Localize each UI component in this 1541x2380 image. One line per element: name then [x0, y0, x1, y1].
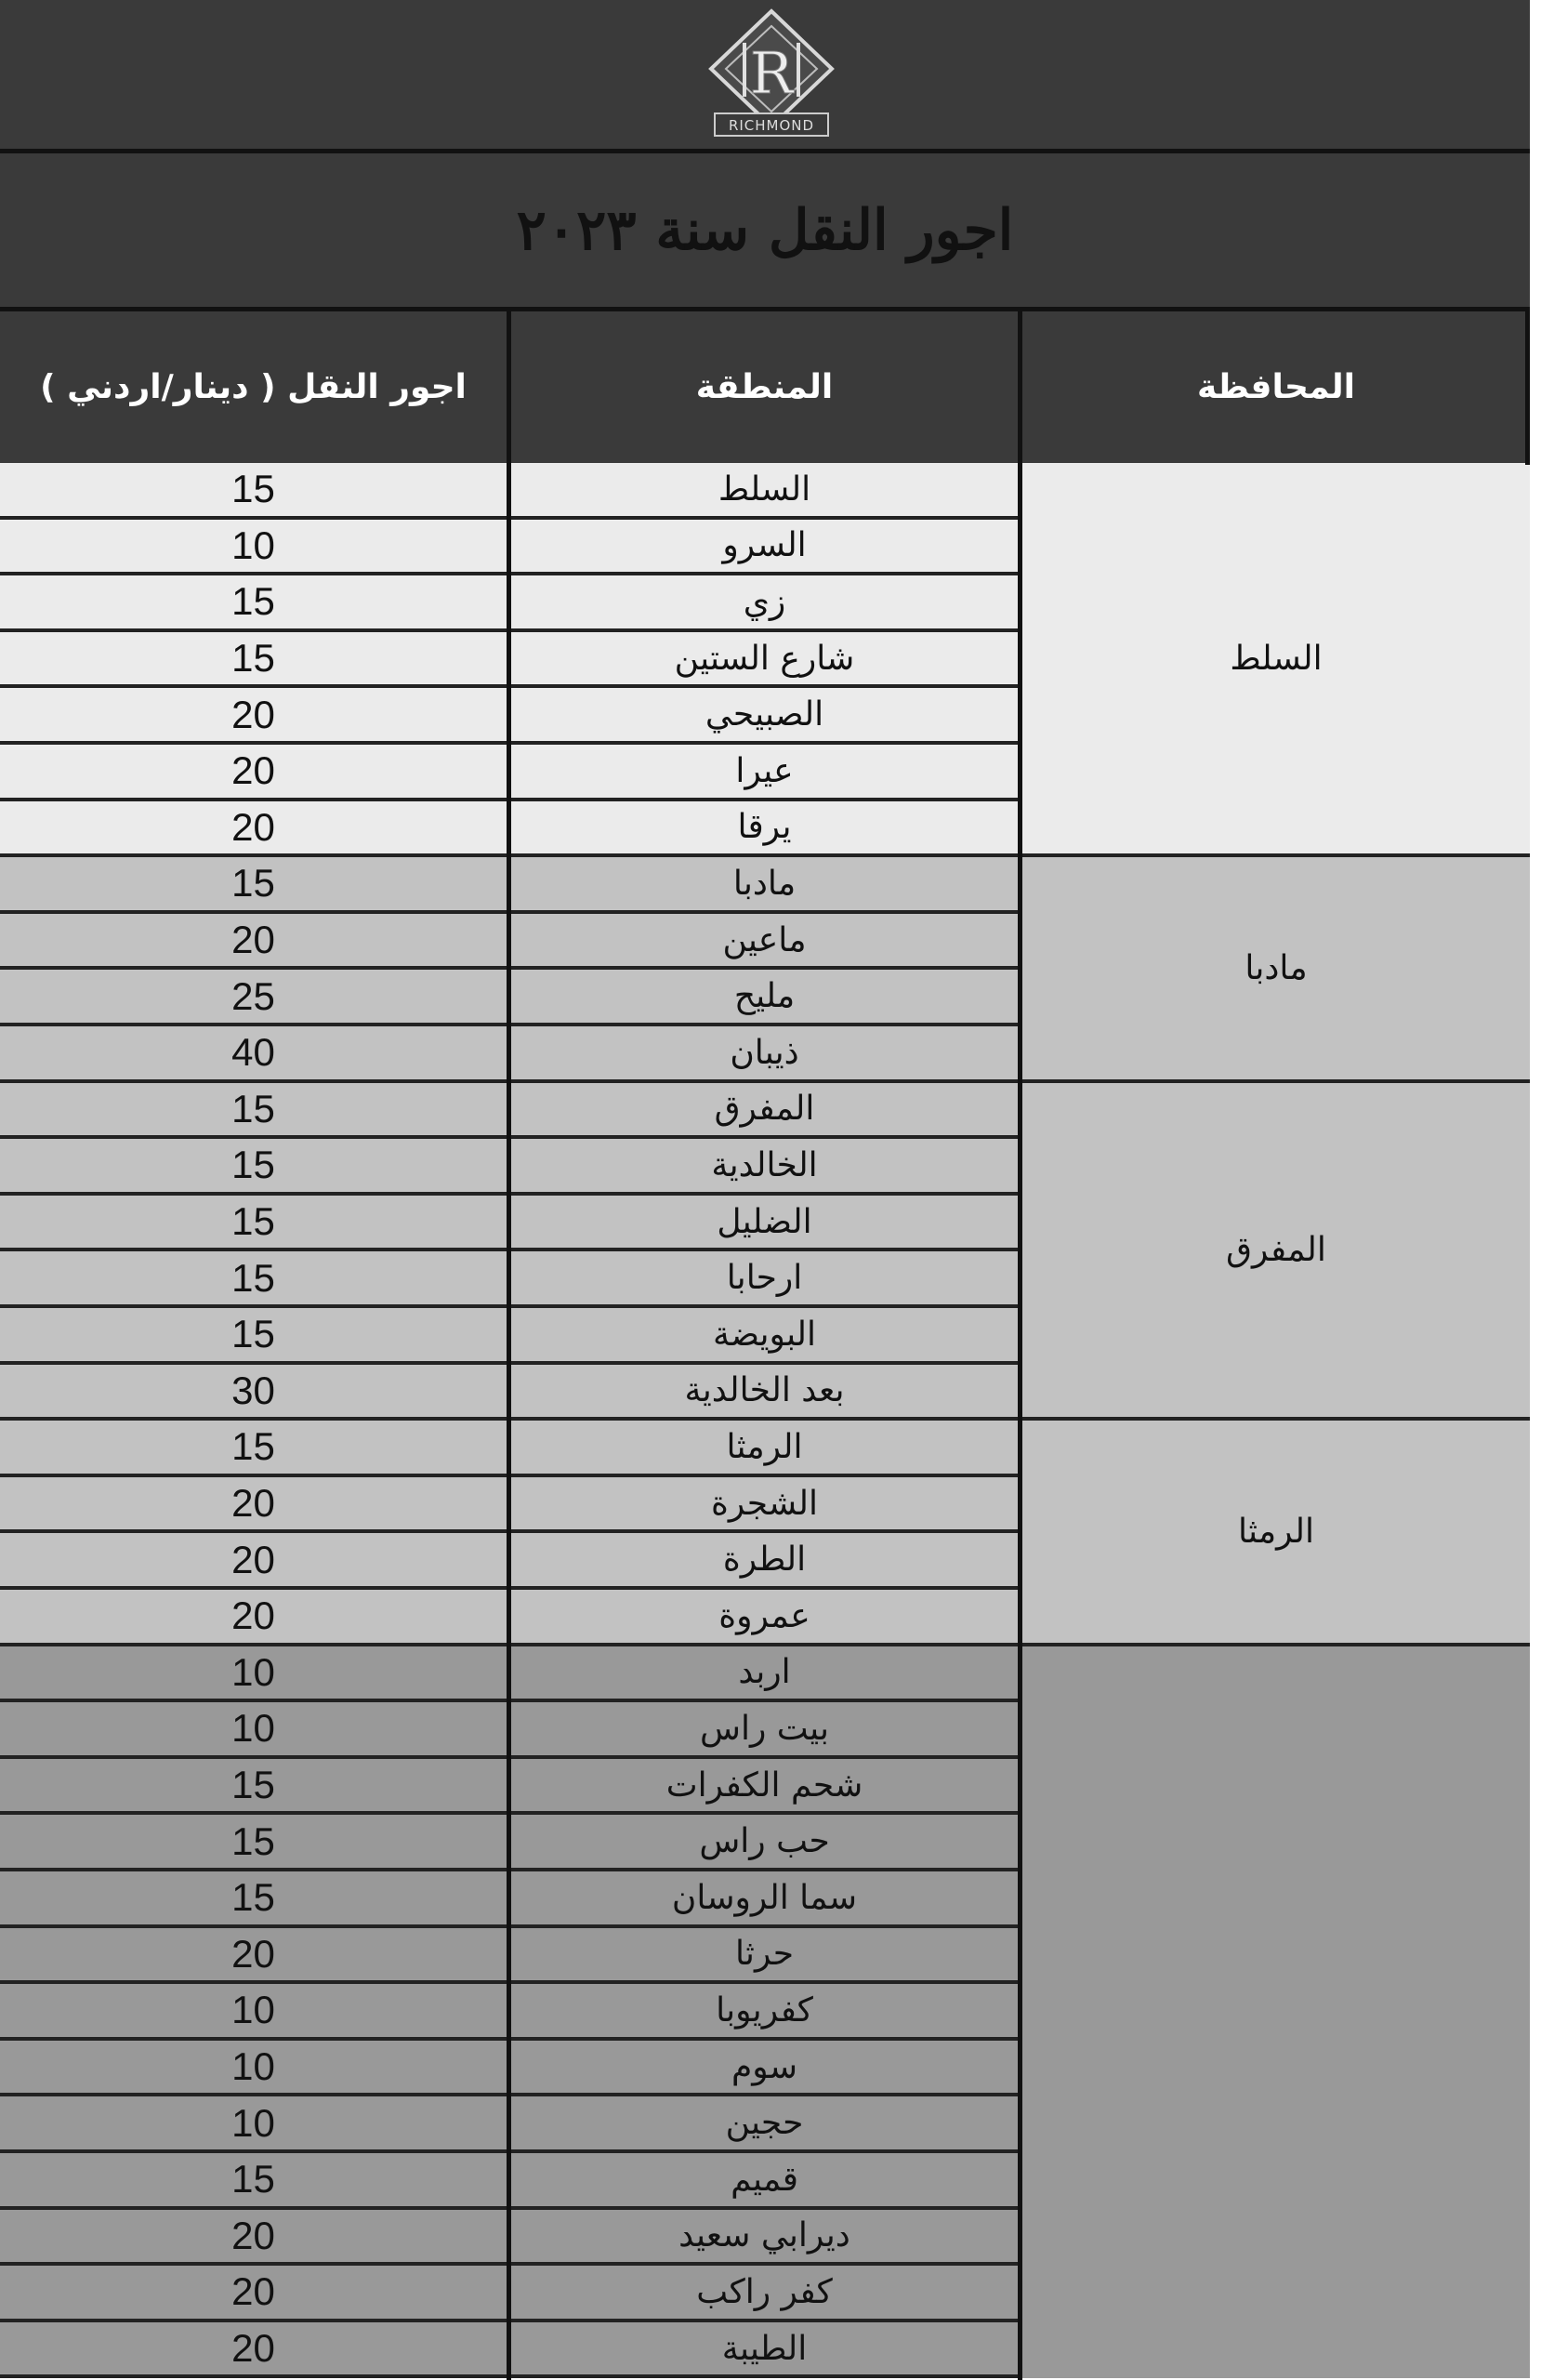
governorate-cell: [1022, 1646, 1530, 2379]
table-row: [0, 1928, 1022, 1985]
fee-cell: 20: [231, 2213, 275, 2257]
area-cell: سما الروسان: [671, 1878, 858, 1917]
area-cell: ماعين: [722, 920, 807, 959]
fee-cell: 20: [231, 918, 275, 962]
table-row: [0, 1984, 1022, 2041]
column-header-fee: اجور النقل ( دينار/اردني ): [40, 368, 467, 406]
fee-cell: 15: [231, 1424, 275, 1469]
logo-brand: RICHMOND: [728, 117, 815, 134]
table-row: [0, 2322, 1022, 2379]
table-row: [0, 520, 1022, 576]
fee-cell: 10: [231, 522, 275, 567]
fee-cell: 15: [231, 1086, 275, 1130]
fee-cell: 20: [231, 2269, 275, 2314]
area-cell: حرثا: [734, 1935, 795, 1974]
governorate-cell: الرمثا: [1022, 1421, 1530, 1646]
table-row: [0, 632, 1022, 689]
table-row: [0, 463, 1022, 520]
title-band: [0, 153, 1530, 311]
table-row: [0, 801, 1022, 858]
area-cell: المفرق: [714, 1090, 815, 1129]
column-header-governorate: المحافظة: [1197, 368, 1355, 406]
fee-cell: 40: [231, 1030, 275, 1075]
table-row: [0, 1365, 1022, 1421]
area-cell: الشجرة: [710, 1484, 819, 1523]
fee-cell: 10: [231, 1988, 275, 2032]
table-row: [0, 575, 1022, 632]
area-cell: حب راس: [699, 1822, 830, 1861]
fee-cell: 15: [231, 579, 275, 624]
table-row: [0, 857, 1022, 914]
table-row: [0, 1759, 1022, 1816]
table-row: [0, 1815, 1022, 1871]
area-cell: بعد الخالدية: [684, 1371, 845, 1410]
fee-cell: 10: [231, 1649, 275, 1694]
table-row: [0, 1533, 1022, 1590]
fee-cell: 20: [231, 692, 275, 736]
table-row: [0, 1477, 1022, 1534]
fee-cell: 15: [231, 1763, 275, 1807]
area-cell: اربد: [738, 1653, 791, 1692]
fee-cell: 15: [231, 2157, 275, 2202]
area-cell: البويضة: [713, 1315, 816, 1354]
area-cell: مادبا: [732, 864, 797, 903]
area-cell: سوم: [731, 2047, 798, 2086]
area-cell: ارحابا: [726, 1259, 803, 1298]
area-cell: ذيبان: [730, 1033, 799, 1072]
fee-cell: 15: [231, 861, 275, 906]
fee-cell: 20: [231, 1931, 275, 1976]
table-row: [0, 2210, 1022, 2267]
fee-cell: 15: [231, 467, 275, 511]
area-cell: الصبيحي: [705, 695, 824, 734]
table-row: [0, 1702, 1022, 1759]
fee-cell: 20: [231, 748, 275, 793]
logo-monogram: R: [749, 39, 794, 107]
area-cell: يرقا: [737, 808, 792, 847]
fee-cell: 20: [231, 804, 275, 849]
table-row: [0, 1196, 1022, 1252]
table-row: [0, 2041, 1022, 2097]
area-cell: الخالدية: [711, 1145, 818, 1184]
table-row: [0, 970, 1022, 1026]
fee-cell: 15: [231, 636, 275, 681]
column-divider: [507, 311, 511, 2380]
area-cell: السلط: [718, 469, 811, 509]
table-row: [0, 914, 1022, 971]
table-row: [0, 2096, 1022, 2153]
area-cell: ديرابي سعيد: [678, 2216, 850, 2255]
area-cell: الضليل: [717, 1202, 812, 1241]
fee-cell: 30: [231, 1368, 275, 1412]
fee-cell: 15: [231, 1875, 275, 1920]
fee-cell: 15: [231, 1199, 275, 1244]
area-cell: شحم الكفرات: [665, 1765, 863, 1805]
column-header-row: [0, 311, 1530, 463]
area-cell: بيت راس: [700, 1709, 830, 1748]
table-row: [0, 1590, 1022, 1646]
area-cell: كفريوبا: [716, 1990, 813, 2030]
fee-cell: 15: [231, 1818, 275, 1863]
area-cell: عيرا: [735, 751, 794, 790]
table-row: [0, 2266, 1022, 2322]
area-cell: قميم: [731, 2160, 798, 2199]
area-cell: مليح: [733, 977, 796, 1016]
governorate-cell: المفرق: [1022, 1083, 1530, 1421]
fee-cell: 20: [231, 1593, 275, 1638]
fee-cell: 10: [231, 2044, 275, 2089]
fee-cell: 15: [231, 1312, 275, 1356]
table-row: [0, 1026, 1022, 1083]
richmond-logo: [702, 7, 841, 145]
fee-cell: 20: [231, 2326, 275, 2371]
area-cell: الرمثا: [726, 1427, 803, 1466]
area-cell: الطرة: [722, 1540, 807, 1580]
column-header-area: المنطقة: [695, 368, 834, 406]
page-title: اجور النقل سنة ٢٠٢٣: [516, 197, 1014, 263]
table-row: [0, 745, 1022, 801]
fee-cell: 25: [231, 973, 275, 1018]
governorate-cell: السلط: [1022, 463, 1530, 857]
area-cell: الطيبة: [721, 2329, 808, 2368]
area-cell: السرو: [722, 526, 807, 565]
area-cell: زي: [743, 582, 786, 621]
area-cell: حجين: [725, 2104, 804, 2143]
table-row: [0, 1083, 1022, 1140]
fee-cell: 20: [231, 1537, 275, 1581]
fee-cell: 20: [231, 1481, 275, 1526]
column-divider: [1525, 311, 1530, 465]
table-row: [0, 688, 1022, 745]
fee-cell: 15: [231, 1143, 275, 1187]
fee-cell: 10: [231, 1706, 275, 1751]
column-divider: [1018, 311, 1022, 2380]
table-row: [0, 1139, 1022, 1196]
area-cell: عمروة: [718, 1596, 810, 1635]
logo-band: [0, 0, 1530, 153]
fee-cell: 10: [231, 2100, 275, 2145]
area-cell: شارع الستين: [674, 639, 855, 678]
table-row: [0, 1646, 1022, 1703]
table-row: [0, 1308, 1022, 1365]
area-cell: كفر راكب: [696, 2272, 833, 2311]
table-row: [0, 1421, 1022, 1477]
fee-cell: 15: [231, 1255, 275, 1300]
table-row: [0, 1871, 1022, 1928]
table-row: [0, 2153, 1022, 2210]
governorate-cell: مادبا: [1022, 857, 1530, 1082]
table-row: [0, 1251, 1022, 1308]
